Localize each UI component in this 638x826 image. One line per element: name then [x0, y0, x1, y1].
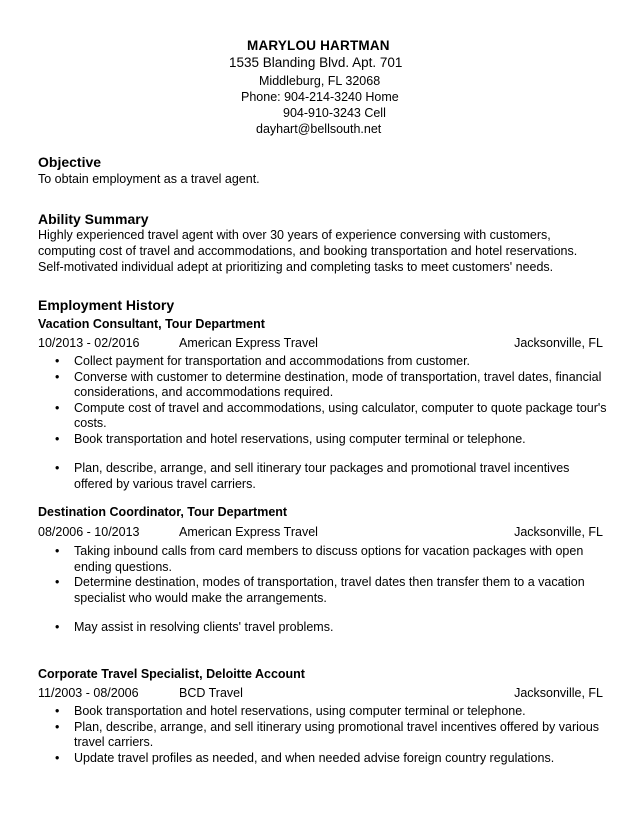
- list-item: • Taking inbound calls from card members to discuss options for vacation packages with open ending questions.: [55, 544, 584, 574]
- ability-summary-line: Self-motivated individual adept at prioritizing and completing tasks to meet customers' needs.: [38, 260, 554, 274]
- bullet-icon: •: [55, 750, 60, 765]
- job-details-row: [38, 525, 603, 541]
- job-company: BCD Travel: [179, 686, 243, 700]
- job-title: Destination Coordinator, Tour Department: [38, 505, 288, 519]
- list-item: • Determine destination, modes of transportation, travel dates then transfer them to a vacation specialist who would make the arrangements.: [55, 575, 585, 605]
- list-item: • Book transportation and hotel reservations, using computer terminal or telephone.: [55, 704, 526, 718]
- ability-summary-line: computing cost of travel and accommodations, and booking transportation and hotel reservations.: [38, 244, 578, 258]
- bullet-icon: •: [55, 431, 60, 446]
- bullet-icon: •: [55, 461, 60, 475]
- job-duties-list: [38, 544, 608, 636]
- job-company: American Express Travel: [179, 525, 318, 539]
- bullet-icon: •: [55, 704, 60, 718]
- job-location: Jacksonville, FL: [514, 525, 603, 539]
- job-dates: 08/2006 - 10/2013: [38, 525, 140, 539]
- ability-summary-line: Highly experienced travel agent with over 30 years of experience conversing with customers,: [38, 228, 551, 242]
- objective-text: To obtain employment as a travel agent.: [38, 172, 260, 186]
- list-item: • Collect payment for transportation and accommodations from customer.: [55, 354, 471, 368]
- objective-heading: Objective: [38, 154, 102, 170]
- job-details-row: [38, 336, 603, 352]
- list-item: • Book transportation and hotel reservations, using computer terminal or telephone.: [55, 431, 526, 446]
- phone-home: Phone: 904-214-3240 Home: [241, 90, 399, 104]
- list-item: • Compute cost of travel and accommodations, using calculator, computer to quote package tour's costs.: [55, 400, 607, 430]
- ability-summary-heading: Ability Summary: [38, 211, 149, 227]
- bullet-icon: •: [55, 575, 60, 589]
- address-line-1: 1535 Blanding Blvd. Apt. 701: [229, 55, 403, 70]
- bullet-icon: •: [55, 369, 60, 384]
- job-dates: 10/2013 - 02/2016: [38, 336, 140, 350]
- bullet-icon: •: [55, 544, 60, 558]
- bullet-icon: •: [55, 719, 60, 734]
- job-title: Corporate Travel Specialist, Deloitte Account: [38, 667, 305, 681]
- email-address: dayhart@bellsouth.net: [256, 122, 382, 136]
- job-details-row: [38, 686, 603, 702]
- job-duties-list: [38, 354, 608, 492]
- list-item: • Converse with customer to determine destination, mode of transportation, travel dates, financial considerations, and accommodations required.: [55, 369, 602, 399]
- ability-summary-text: [38, 227, 598, 275]
- address-line-2: Middleburg, FL 32068: [259, 74, 381, 88]
- candidate-name: MARYLOU HARTMAN: [247, 38, 390, 53]
- employment-history-heading: Employment History: [38, 297, 175, 313]
- list-item: • May assist in resolving clients' travel problems.: [55, 620, 334, 634]
- bullet-icon: •: [55, 354, 60, 368]
- bullet-icon: •: [55, 400, 60, 415]
- job-company: American Express Travel: [179, 336, 318, 350]
- job-location: Jacksonville, FL: [514, 336, 603, 350]
- job-location: Jacksonville, FL: [514, 686, 603, 700]
- list-item: • Plan, describe, arrange, and sell itinerary using promotional travel incentives offered by various travel carriers.: [55, 719, 600, 749]
- list-item: • Update travel profiles as needed, and when needed advise foreign country regulations.: [55, 750, 555, 765]
- job-title: Vacation Consultant, Tour Department: [38, 317, 265, 331]
- job-dates: 11/2003 - 08/2006: [38, 686, 139, 700]
- list-item: • Plan, describe, arrange, and sell itinerary tour packages and promotional travel incentives offered by various travel carriers.: [55, 461, 570, 491]
- phone-cell: 904-910-3243 Cell: [283, 106, 386, 120]
- job-duties-list: [38, 704, 608, 766]
- bullet-icon: •: [55, 620, 60, 634]
